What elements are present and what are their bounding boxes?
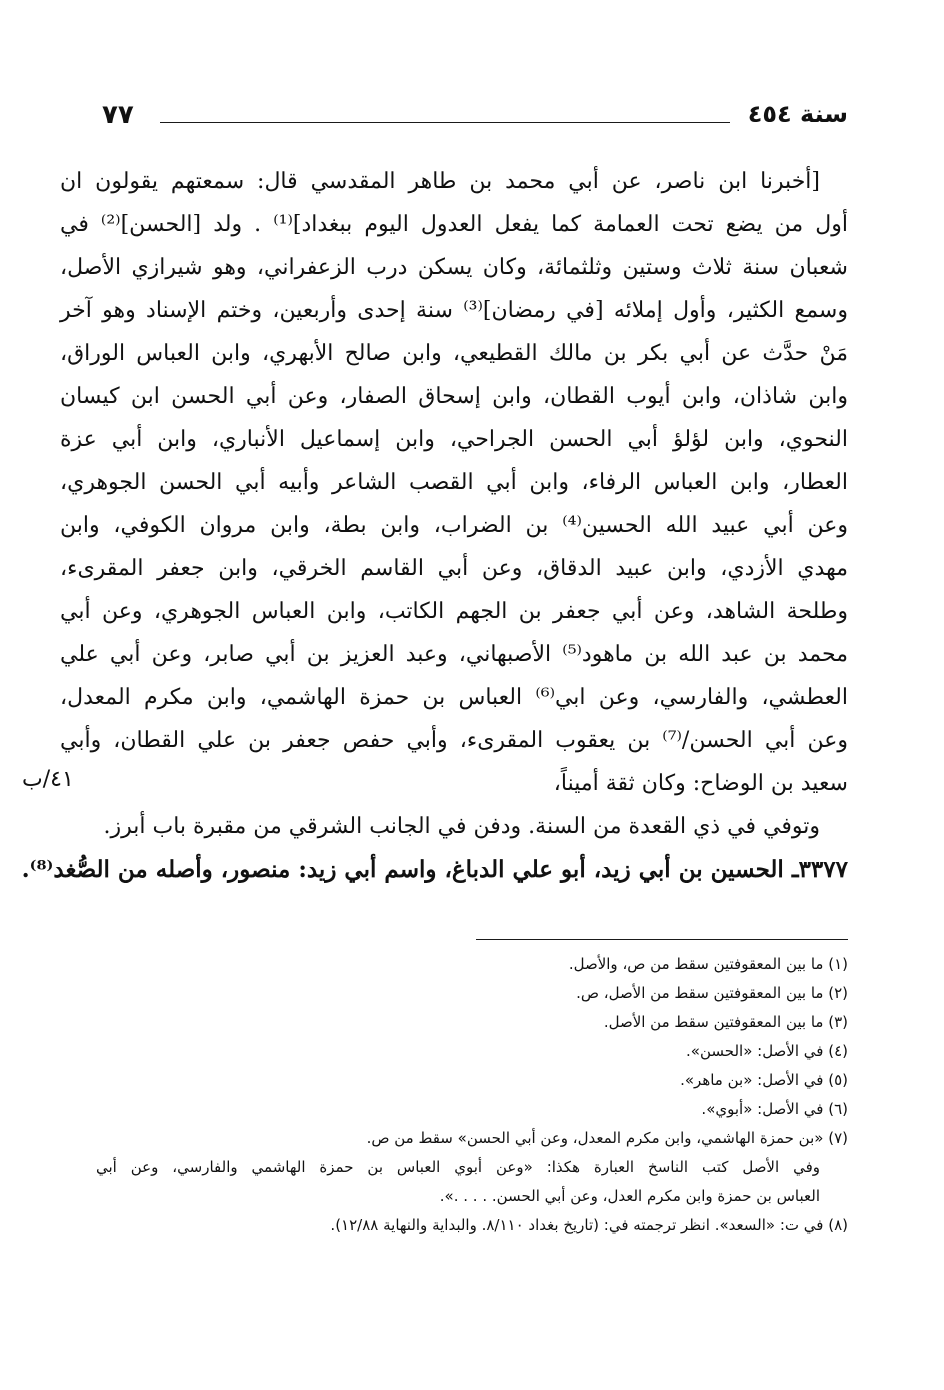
text-line: مهدي الأزدي، وابن عبيد الدقاق، وعن أبي القاسم الخرقي، وابن جعفر المقرىء، <box>60 556 848 581</box>
text-line: النحوي، وابن لؤلؤ أبي الحسن الجراحي، وابن إسماعيل الأنباري، وابن أبي عزة <box>60 427 848 452</box>
text-line: [أخبرنا ابن ناصر، عن أبي محمد بن طاهر المقدسي قال: سمعتهم يقولون ان <box>60 169 820 194</box>
text-line: وتوفي في ذي القعدة من السنة. ودفن في الجانب الشرقي من مقبرة باب أبرز. <box>103 814 820 839</box>
running-head: سنة ٤٥٤ <box>747 100 848 128</box>
text-line: العطشي، والفارسي، وعن ابي⁽⁶⁾ العباس بن حمزة الهاشمي، وابن مكرم المعدل، <box>60 685 848 710</box>
footnote-continuation: وفي الأصل كتب الناسخ العبارة هكذا: «وعن أبوي العباس بن حمزة الهاشمي والفارسي، وعن أبي <box>96 1158 820 1176</box>
footnote-rule <box>476 939 848 940</box>
footnote: (٣) ما بين المعقوفتين سقط من الأصل. <box>603 1013 848 1031</box>
header-rule <box>160 122 730 123</box>
footnote: (٥) في الأصل: «بن ماهر». <box>680 1071 848 1089</box>
footnote: (٢) ما بين المعقوفتين سقط من الأصل، ص. <box>576 984 848 1002</box>
page-number: ٧٧ <box>102 100 134 130</box>
footnote: (٧) «بن حمزة الهاشمي، وابن مكرم المعدل، وعن أبي الحسن» سقط من ص. <box>366 1129 848 1147</box>
footnote: (٨) في ت: «السعد». انظر ترجمته في: (تاريخ بغداد ٨/١١٠. والبداية والنهاية ١٢/٨٨). <box>330 1216 848 1234</box>
manuscript-folio-marker: ٤١/ب <box>22 767 74 792</box>
main-text <box>21 160 848 891</box>
text-line: أول من يضع تحت العمامة كما يفعل العدول اليوم ببغداد]⁽¹⁾ . ولد [الحسن]⁽²⁾ في <box>60 212 848 237</box>
page-header <box>100 100 848 136</box>
text-line: شعبان سنة ثلاث وستين وثلثمائة، وكان يسكن درب الزعفراني، وهو شيرازي الأصل، <box>60 255 848 280</box>
footnote: (١) ما بين المعقوفتين سقط من ص، والأصل. <box>568 955 848 973</box>
text-line: محمد بن عبد الله بن ماهود⁽⁵⁾ الأصبهاني، وعبد العزيز بن أبي صابر، وعن أبي علي <box>60 642 848 667</box>
text-line: وابن شاذان، وابن أيوب القطان، وابن إسحاق الصفار، وعن أبي الحسن ابن كيسان <box>60 384 848 409</box>
text-line: سعيد بن الوضاح: وكان ثقة أميناً، <box>553 771 848 796</box>
text-line: العطار، وابن العباس الرفاء، وابن أبي القصب الشاعر وأبيه أبي الحسن الجوهري، <box>60 470 848 495</box>
footnotes <box>96 950 848 1240</box>
text-line: وعن أبي عبيد الله الحسين⁽⁴⁾ بن الضراب، وابن بطة، وابن مروان الكوفي، وابن <box>60 513 848 538</box>
biography-entry-heading: ٣٣٧٧ـ الحسين بن أبي زيد، أبو علي الدباغ، واسم أبي زيد: منصور، وأصله من الصُّغد⁽⁸⁾. <box>21 856 848 883</box>
text-line: وعن أبي الحسن/⁽⁷⁾ بن يعقوب المقرىء، وأبي حفص جعفر بن علي القطان، وأبي <box>60 728 848 753</box>
footnote: (٤) في الأصل: «الحسن». <box>686 1042 848 1060</box>
footnote-continuation: العباس بن حمزة وابن مكرم العدل، وعن أبي الحسن. . . . .». <box>439 1187 820 1205</box>
text-line: مَنْ حدَّث عن أبي بكر بن مالك القطيعي، وابن صالح الأبهري، وابن العباس الوراق، <box>60 341 848 366</box>
footnote: (٦) في الأصل: «أبوي». <box>701 1100 848 1118</box>
text-line: وطلحة الشاهد، وعن أبي جعفر بن الجهم الكاتب، وابن العباس الجوهري، وعن أبي <box>60 599 848 624</box>
text-line: وسمع الكثير، وأول إملائه [في رمضان]⁽³⁾ سنة إحدى وأربعين، وختم الإسناد وهو آخر <box>60 298 848 323</box>
